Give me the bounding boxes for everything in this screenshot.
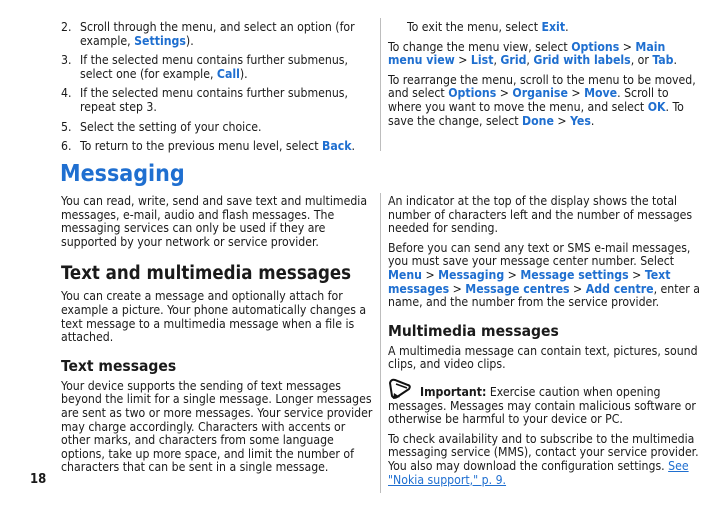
add-centre-option: Add centre [585, 281, 654, 296]
message-centre-paragraph: Before you can send any text or SMS e-mail messages, you must save your message center number. Select Menu > Messaging > Message settings > Text messages > Message centres > Add centre, enter a name, and the number from the service provider. [388, 240, 700, 310]
indicator-paragraph: An indicator at the top of the display shows the total number of characters left and the number of messages needed for sending. [388, 194, 693, 236]
menu-steps-column [61, 21, 375, 160]
list-item: 2. Scroll through the menu, and select an option (for example, Settings). [61, 20, 355, 48]
message-centres-option: Message centres [465, 281, 570, 296]
grid-option: Grid [500, 53, 527, 68]
section-title-messaging: Messaging [60, 161, 185, 187]
menu-view-column [388, 21, 700, 134]
nokia-support-link[interactable]: See "Nokia support," p. 9. [388, 458, 689, 487]
back-option: Back [321, 139, 352, 154]
move-option: Move [584, 86, 618, 101]
yes-option: Yes [570, 113, 591, 128]
important-note: Important: Exercise caution when opening messages. Messages may contain malicious software or otherwise be harmful to your device or PC. [388, 386, 700, 427]
list-item: 3. If the selected menu contains further submenus, select one (for example, Call). [61, 53, 348, 81]
multimedia-body: A multimedia message can contain text, pictures, sound clips, and video clips. [388, 343, 698, 372]
message-settings-option: Message settings [520, 267, 629, 282]
column-divider-top [380, 18, 381, 151]
text-multimedia-body: You can create a message and optionally attach for example a picture. Your phone automatically changes a text message to a multimedia message when a file is attached. [61, 289, 367, 345]
messaging-intro: You can read, write, send and save text and multimedia messages, e-mail, audio and flash messages. The messaging services can only be used if they are supported by your network or service provider. [61, 194, 368, 249]
mms-paragraph: To check availability and to subscribe to the multimedia messaging service (MMS), contact your service provider. You also may download the configuration settings. See "Nokia support," p. 9. [388, 431, 699, 487]
ok-option: OK [647, 99, 666, 114]
menu-steps-list [61, 21, 375, 154]
list-item: 5. Select the setting of your choice. [61, 119, 262, 134]
options-option: Options [448, 86, 497, 101]
options-option: Options [571, 39, 620, 54]
heading-text-multimedia-messages: Text and multimedia messages [61, 263, 352, 285]
text-messages-body: Your device supports the sending of text messages beyond the limit for a single message. Longer messages are sent as two or more messages. Your service provider may charge accordingly. Characters with accents or other marks, and characters from some language options, take up more space, and limit the number of characters that can be sent in a single message. [61, 378, 373, 475]
tab-option: Tab [652, 53, 674, 68]
main-menu-view-option: Main menu view [388, 39, 666, 68]
list-item: 6. To return to the previous menu level, select Back. [61, 139, 356, 154]
organise-option: Organise [512, 86, 568, 101]
exit-option: Exit [541, 20, 566, 34]
menu-option: Menu [388, 267, 422, 282]
list-option: List [470, 53, 494, 68]
page-number: 18 [30, 472, 47, 487]
important-pen-icon [387, 378, 415, 400]
grid-with-labels-option: Grid with labels [533, 53, 631, 68]
messaging-right-column [388, 195, 700, 493]
rearrange-paragraph: To rearrange the menu, scroll to the menu to be moved, and select Options > Organise > Move. Scroll to where you want to move the menu, and select OK. To save the change, select Done > Yes. [388, 72, 696, 128]
column-divider-bottom [380, 193, 381, 493]
call-option: Call [216, 66, 240, 81]
list-item: 4. If the selected menu contains further submenus, repeat step 3. [61, 86, 348, 114]
messaging-left-column [61, 195, 375, 481]
change-view-paragraph: To change the menu view, select Options > Main menu view > List, Grid, Grid with labels, or Tab. [388, 39, 677, 68]
heading-multimedia-messages: Multimedia messages [388, 321, 559, 340]
important-label: Important: [420, 384, 487, 399]
heading-text-messages: Text messages [61, 356, 177, 375]
done-option: Done [522, 113, 554, 128]
text-messages-option: Text messages [388, 267, 671, 296]
settings-option: Settings [134, 33, 186, 48]
messaging-option: Messaging [438, 267, 505, 282]
exit-paragraph: To exit the menu, select Exit. [407, 20, 569, 34]
